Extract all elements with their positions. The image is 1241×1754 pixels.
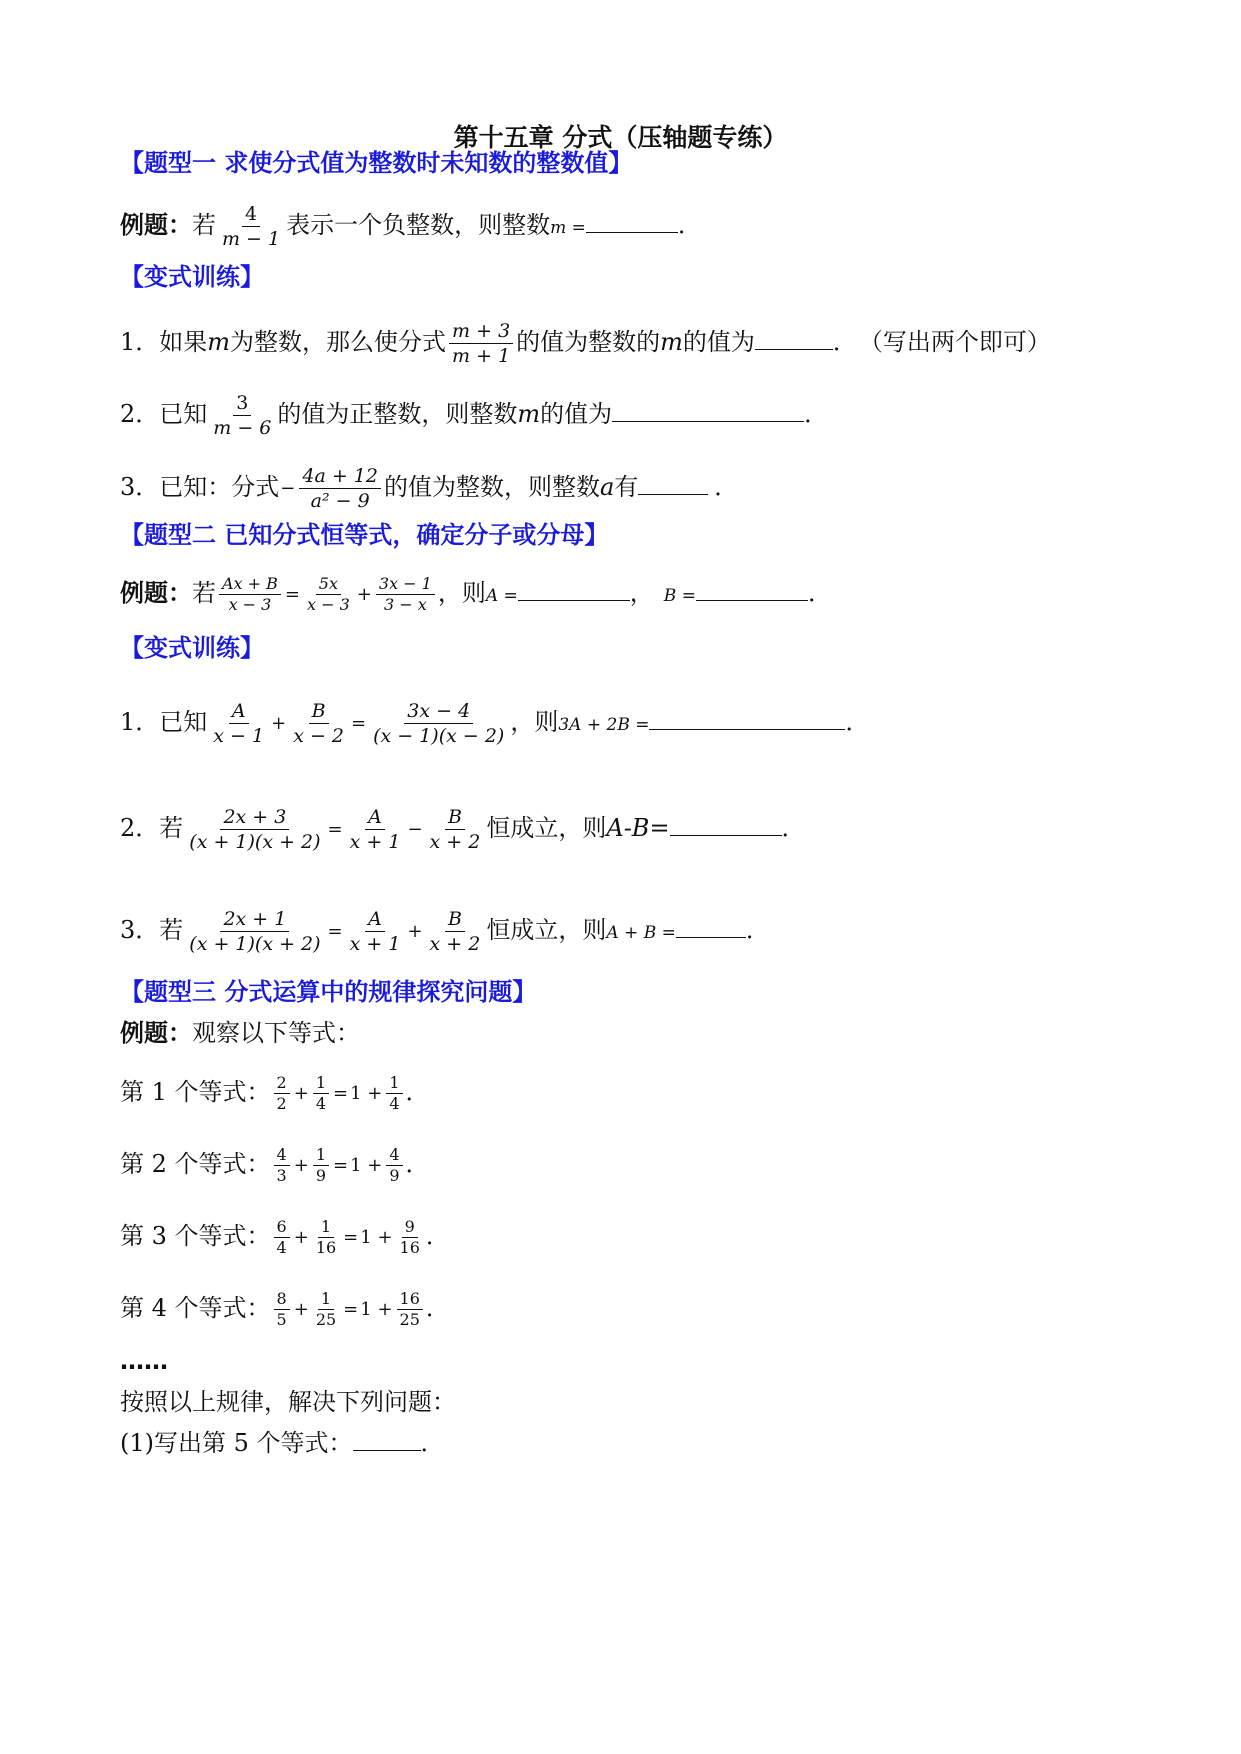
denominator: x − 1 — [213, 725, 265, 747]
minus-sign: − — [407, 818, 423, 840]
fraction — [274, 1218, 290, 1257]
denominator: x − 2 — [293, 725, 344, 747]
equation-label: 第 4 个等式： — [120, 1294, 271, 1322]
denominator: a² − 9 — [310, 490, 370, 512]
type2-q2 — [120, 806, 806, 853]
equation-3 — [120, 1218, 450, 1257]
numerator: 4 — [274, 1146, 290, 1166]
numerator: 6 — [274, 1218, 290, 1238]
text: 若 — [159, 814, 184, 842]
plus-sign: + — [271, 712, 287, 734]
numerator: 1 — [318, 1218, 334, 1238]
numerator: 16 — [397, 1290, 423, 1310]
fraction — [313, 1218, 339, 1257]
numerator: A — [365, 806, 385, 830]
numerator: 3x − 4 — [404, 700, 473, 724]
text: 若 — [192, 579, 216, 607]
fraction — [397, 1290, 423, 1329]
numerator: A — [229, 700, 249, 724]
fraction — [304, 575, 353, 614]
period: ． — [405, 1078, 430, 1106]
denominator: 16 — [399, 1238, 420, 1257]
type3-instruction: 按照以上规律，解决下列问题： — [120, 1388, 456, 1416]
text: 的值为整数，则整数 — [383, 473, 600, 501]
numerator: 1 — [386, 1074, 402, 1094]
denominator: (x + 1)(x + 2) — [189, 831, 321, 853]
period: ． — [714, 473, 739, 501]
type2-heading: 【题型二 已知分式恒等式，确定分子或分母】 — [120, 521, 609, 549]
denominator: 4 — [276, 1238, 287, 1257]
one-plus: 1 + — [350, 1082, 383, 1104]
denominator: x + 2 — [429, 831, 481, 853]
fraction — [427, 806, 484, 853]
type2-example — [120, 575, 832, 614]
denominator: 25 — [399, 1310, 420, 1329]
numerator: 3 — [233, 392, 251, 416]
numerator: 1 — [313, 1146, 329, 1166]
equation-2 — [120, 1146, 430, 1185]
type3-example — [120, 1018, 360, 1048]
denominator: 25 — [315, 1310, 337, 1329]
numerator: 9 — [402, 1218, 418, 1238]
question-number: 1． — [120, 328, 160, 356]
denominator: 9 — [389, 1166, 400, 1185]
fraction — [397, 1218, 423, 1257]
type1-example — [120, 203, 702, 250]
equation-label: 第 3 个等式： — [120, 1222, 271, 1250]
question-number: 2． — [120, 814, 160, 842]
numerator: 8 — [274, 1290, 290, 1310]
fraction — [219, 575, 281, 614]
one-plus: 1 + — [360, 1226, 393, 1248]
denominator: 4 — [389, 1094, 400, 1113]
equals-sign: = — [351, 712, 367, 734]
fraction — [386, 1146, 402, 1185]
text: 的值为 — [682, 328, 755, 356]
denominator: m − 1 — [222, 228, 281, 250]
type1-q2 — [120, 392, 828, 439]
type2-q1 — [120, 700, 869, 747]
answer-blank[interactable] — [670, 813, 782, 836]
plus-sign: + — [356, 583, 372, 605]
fraction — [274, 1074, 290, 1113]
denominator: x − 3 — [307, 595, 350, 614]
example-label: 例题： — [120, 1019, 192, 1047]
text: 有 — [614, 473, 639, 501]
numerator: 1 — [313, 1074, 329, 1094]
text: 观察以下等式： — [192, 1019, 360, 1047]
page-title: 第十五章 分式（压轴题专练） — [453, 123, 788, 152]
answer-blank[interactable] — [353, 1428, 421, 1451]
fraction — [313, 1074, 329, 1113]
answer-blank[interactable] — [612, 399, 804, 422]
period: ． — [677, 211, 702, 239]
denominator: 3 — [276, 1166, 287, 1185]
denominator: x − 3 — [228, 595, 272, 614]
plus-sign: + — [293, 1082, 309, 1104]
fraction — [347, 806, 404, 853]
variable: m = — [550, 218, 586, 238]
text: 的值为 — [540, 400, 613, 428]
note: （写出两个即可） — [870, 328, 1051, 356]
text: 表示一个负整数，则整数 — [286, 211, 551, 239]
example-label: 例题： — [120, 579, 192, 607]
fraction — [376, 575, 435, 614]
denominator: x + 1 — [349, 933, 401, 955]
answer-blank[interactable] — [586, 210, 678, 233]
variable: m — [207, 328, 231, 356]
fraction — [313, 1146, 329, 1185]
text: 为整数，那么使分式 — [230, 328, 447, 356]
minus-sign: − — [280, 477, 296, 499]
numerator: m + 3 — [449, 320, 513, 344]
question-number: 1． — [120, 708, 160, 736]
answer-blank[interactable] — [649, 707, 845, 730]
fraction — [290, 700, 347, 747]
equation-label: 第 2 个等式： — [120, 1150, 271, 1178]
numerator: 2x + 3 — [220, 806, 289, 830]
text: 若 — [159, 916, 184, 944]
text: 的值为正整数，则整数 — [277, 400, 518, 428]
type2-q3 — [120, 908, 770, 955]
numerator: 2x + 1 — [220, 908, 289, 932]
numerator: 1 — [318, 1290, 334, 1310]
type3-q1 — [120, 1428, 445, 1458]
fraction — [274, 1290, 290, 1329]
text: 已知 — [159, 708, 208, 736]
ellipsis: …… — [120, 1347, 168, 1375]
numerator: B — [309, 700, 329, 724]
period: ． — [781, 814, 806, 842]
answer-blank[interactable] — [676, 915, 746, 938]
period: ． — [425, 1294, 450, 1322]
fraction — [210, 392, 274, 439]
type1-heading: 【题型一 求使分式值为整数时未知数的整数值】 — [120, 149, 633, 177]
plus-sign: + — [293, 1298, 309, 1320]
denominator: (x − 1)(x − 2) — [373, 725, 505, 747]
fraction — [386, 1074, 402, 1113]
variable: m — [660, 328, 683, 356]
denominator: m − 6 — [213, 417, 272, 439]
type3-heading: 【题型三 分式运算中的规律探究问题】 — [120, 978, 537, 1006]
fraction — [186, 908, 323, 955]
answer-blank[interactable] — [638, 472, 708, 495]
numerator: 4 — [386, 1146, 402, 1166]
variable: a — [599, 473, 615, 501]
denominator: 3 − x — [383, 595, 427, 614]
period: ． — [845, 708, 870, 736]
fraction — [274, 1146, 290, 1185]
fraction — [370, 700, 507, 747]
equals-sign: = — [284, 583, 301, 605]
answer-blank[interactable] — [518, 578, 630, 601]
numerator: 2 — [274, 1074, 290, 1094]
one-plus: 1 + — [350, 1154, 383, 1176]
period: ． — [425, 1222, 450, 1250]
text: 如果 — [159, 328, 208, 356]
type1-q3 — [120, 465, 738, 512]
denominator: 2 — [276, 1094, 287, 1113]
denominator: 16 — [315, 1238, 337, 1257]
denominator: x + 1 — [349, 831, 401, 853]
expression: A + B = — [606, 923, 676, 943]
expression: A-B= — [606, 814, 670, 842]
question-text: (1)写出第 5 个等式： — [120, 1429, 353, 1457]
period: ． — [420, 1429, 445, 1457]
question-number: 3． — [120, 916, 160, 944]
fraction — [449, 320, 513, 367]
numerator: 4a + 12 — [299, 465, 381, 489]
text: 的值为整数的 — [516, 328, 661, 356]
equals-sign: = — [327, 818, 343, 840]
fraction — [219, 203, 283, 250]
denominator: (x + 1)(x + 2) — [189, 933, 321, 955]
equals-sign: = — [343, 1226, 359, 1248]
fraction — [186, 806, 323, 853]
denominator: 5 — [276, 1310, 287, 1329]
type1-practice-heading: 【变式训练】 — [120, 263, 264, 291]
equation-label: 第 1 个等式： — [120, 1078, 271, 1106]
one-plus: 1 + — [360, 1298, 393, 1320]
denominator: 9 — [315, 1166, 326, 1185]
answer-blank[interactable] — [696, 578, 808, 601]
equals-sign: = — [327, 920, 343, 942]
period: ． — [832, 328, 857, 356]
fraction — [299, 465, 381, 512]
period: ． — [405, 1150, 430, 1178]
numerator: A — [365, 908, 385, 932]
plus-sign: + — [293, 1226, 309, 1248]
denominator: x + 2 — [429, 933, 481, 955]
text: 若 — [192, 211, 216, 239]
fraction — [427, 908, 484, 955]
text: 已知：分式 — [159, 473, 280, 501]
numerator: 4 — [242, 203, 260, 227]
fraction — [210, 700, 267, 747]
plus-sign: + — [407, 920, 423, 942]
answer-blank[interactable] — [755, 327, 833, 350]
variable: B = — [663, 586, 696, 606]
numerator: 5x — [316, 575, 341, 595]
text: ，则 — [510, 708, 559, 736]
numerator: 3x − 1 — [376, 575, 435, 595]
period: ． — [745, 916, 770, 944]
example-label: 例题： — [120, 211, 192, 239]
equals-sign: = — [343, 1298, 359, 1320]
text: ，则 — [437, 579, 486, 607]
type1-q1 — [120, 320, 1051, 367]
fraction — [313, 1290, 339, 1329]
variable: A = — [485, 586, 518, 606]
type2-practice-heading: 【变式训练】 — [120, 634, 264, 662]
numerator: Ax + B — [219, 575, 281, 595]
period: ． — [804, 400, 829, 428]
fraction — [347, 908, 404, 955]
period: ． — [807, 579, 832, 607]
expression: 3A + 2B = — [558, 715, 650, 735]
question-number: 3． — [120, 473, 160, 501]
denominator: 4 — [315, 1094, 326, 1113]
equation-4 — [120, 1290, 450, 1329]
text: 已知 — [159, 400, 208, 428]
equals-sign: = — [333, 1082, 349, 1104]
equals-sign: = — [333, 1154, 349, 1176]
plus-sign: + — [293, 1154, 309, 1176]
variable: m — [517, 400, 541, 428]
equation-1 — [120, 1074, 430, 1113]
numerator: B — [445, 806, 465, 830]
question-number: 2． — [120, 400, 160, 428]
text: 恒成立，则 — [486, 814, 607, 842]
text: 恒成立，则 — [486, 916, 607, 944]
comma: ， — [629, 579, 654, 607]
numerator: B — [445, 908, 465, 932]
denominator: m + 1 — [452, 345, 511, 367]
